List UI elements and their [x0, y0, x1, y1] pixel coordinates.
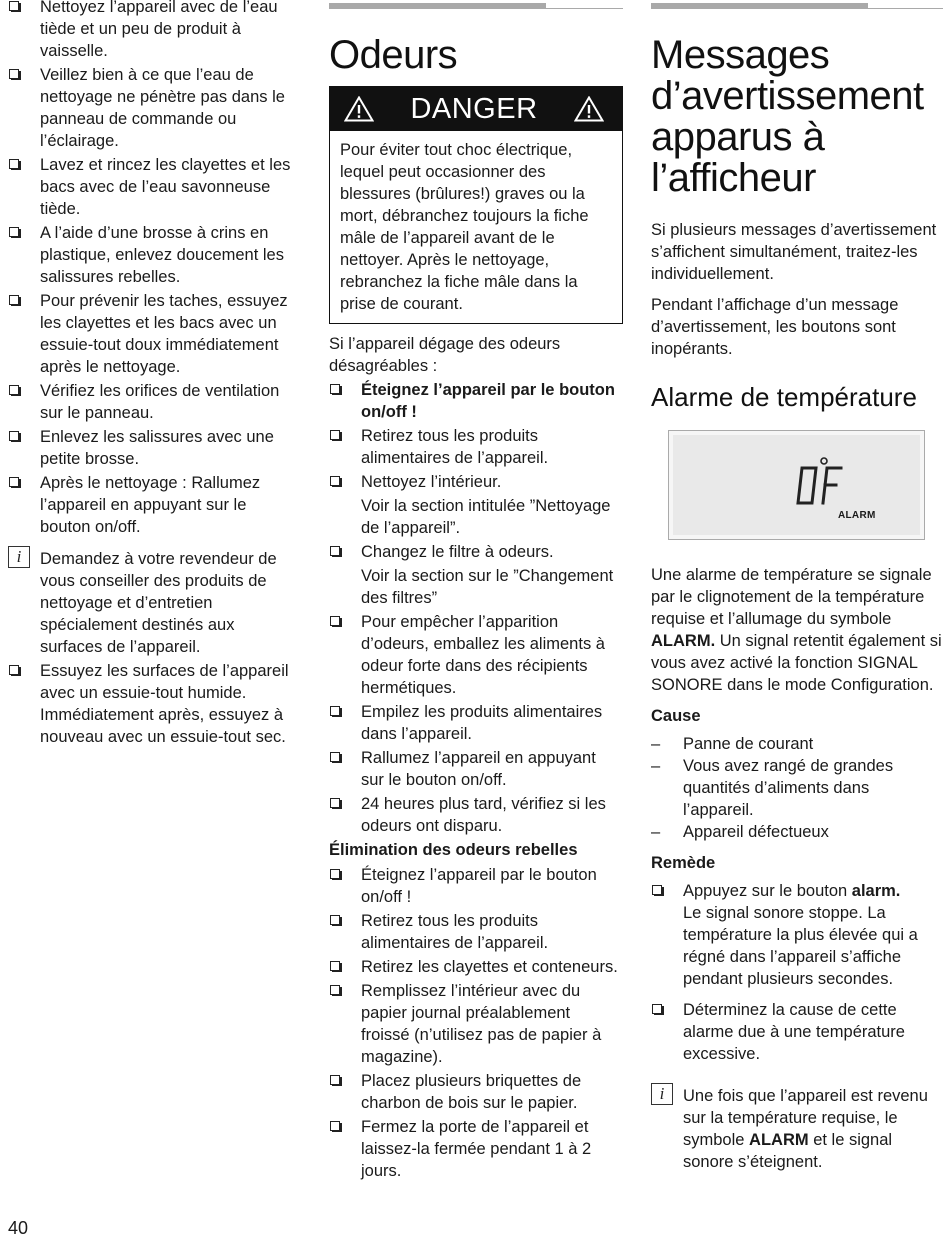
checkbox-bullet-icon — [9, 295, 19, 305]
checkbox-bullet-icon — [330, 985, 340, 995]
alarm-indicator: ALARM — [838, 510, 876, 521]
section-rule-line — [329, 8, 623, 9]
danger-box — [329, 86, 623, 324]
section-title: Odeurs — [329, 33, 458, 77]
info-icon: i — [651, 1083, 673, 1105]
checkbox-bullet-icon — [9, 385, 19, 395]
buttons-paragraph: Pendant l’affichage d’un message d’avertissement, les boutons sont inopérants. — [651, 296, 899, 358]
checkbox-bullet-icon — [330, 869, 340, 879]
odor-steps-list — [329, 379, 623, 837]
list-item: – Appareil défectueux — [651, 821, 943, 843]
intro-text: Si l’appareil dégage des odeurs désagréables : — [329, 335, 561, 375]
list-item: Essuyez les surfaces de l’appareil avec un essuie-tout humide. Immédiatement après, essuyez à nouveau avec un essuie-tout sec. — [8, 660, 300, 748]
warning-triangle-icon — [574, 96, 604, 122]
list-item: Retirez tous les produits alimentaires de l’appareil. — [329, 910, 623, 954]
degree-icon — [821, 458, 827, 464]
checkbox-bullet-icon — [330, 476, 340, 486]
list-item: – Panne de courant — [651, 733, 943, 755]
alarm-heading: Alarme de température — [651, 382, 917, 412]
section-rule-line — [651, 8, 943, 9]
info-note: i Demandez à votre revendeur de vous conseiller des produits de nettoyage et d’entretien spécialement destinés aux surfaces de l’appareil. — [8, 548, 300, 658]
list-item: Éteignez l’appareil par le bouton on/off ! — [329, 379, 623, 423]
list-item: Déterminez la cause de cette alarme due à une température excessive. — [651, 999, 943, 1065]
checkbox-bullet-icon — [330, 915, 340, 925]
cause-heading: Cause — [651, 707, 701, 725]
list-item: Remplissez l’intérieur avec du papier journal préalablement froissé (n’utilisez pas de papier à magazine). — [329, 980, 623, 1068]
checkbox-bullet-icon — [330, 1075, 340, 1085]
checkbox-bullet-icon — [9, 1, 19, 11]
checkbox-bullet-icon — [330, 1121, 340, 1131]
list-item: Nettoyez l’appareil avec de l’eau tiède et un peu de produit à vaisselle. — [8, 0, 300, 62]
checkbox-bullet-icon — [9, 665, 19, 675]
list-item: Appuyez sur le bouton alarm. Le signal sonore stoppe. La température la plus élevée qui a régné dans l’appareil s’affiche pendant plusieurs secondes. — [651, 880, 943, 990]
intro-paragraph: Si plusieurs messages d’avertissement s’affichent simultanément, traitez-les individuellement. — [651, 221, 937, 283]
list-item: Pour prévenir les taches, essuyez les clayettes et les bacs avec un essuie-tout doux immédiatement après le nettoyage. — [8, 290, 300, 378]
checkbox-bullet-icon — [330, 616, 340, 626]
lcd-segment-display — [669, 431, 923, 538]
checkbox-bullet-icon — [330, 752, 340, 762]
cleaning-list-continued — [8, 660, 300, 748]
cause-list — [651, 733, 943, 843]
list-item: 24 heures plus tard, vérifiez si les odeurs ont disparu. — [329, 793, 623, 837]
info-icon: i — [8, 546, 30, 568]
column-cleaning — [8, 0, 300, 748]
list-item: Pour empêcher l’apparition d’odeurs, emballez les aliments à odeur forte dans des récipients hermétiques. — [329, 611, 623, 699]
list-item: Empilez les produits alimentaires dans l’appareil. — [329, 701, 623, 745]
rebel-steps-list — [329, 864, 623, 1182]
list-item: Enlevez les salissures avec une petite brosse. — [8, 426, 300, 470]
checkbox-bullet-icon — [330, 384, 340, 394]
list-item: Changez le filtre à odeurs. Voir la section sur le ”Changement des filtres” — [329, 541, 623, 609]
list-item: Rallumez l’appareil en appuyant sur le bouton on/off. — [329, 747, 623, 791]
temperature-display — [668, 430, 925, 540]
danger-text: Pour éviter tout choc électrique, lequel peut occasionner des blessures (brûlures!) graves ou la mort, débranchez toujours la fiche mâle de l’appareil avant de le nettoyer. Après le nettoyage, rebranchez la fiche mâle dans la prise de courant. — [340, 141, 589, 313]
list-item: Après le nettoyage : Rallumez l’appareil en appuyant sur le bouton on/off. — [8, 472, 300, 538]
checkbox-bullet-icon — [9, 477, 19, 487]
checkbox-bullet-icon — [330, 430, 340, 440]
column-messages — [651, 0, 943, 412]
list-item: Retirez les clayettes et conteneurs. — [329, 956, 623, 978]
remedy-heading: Remède — [651, 854, 716, 872]
checkbox-bullet-icon — [330, 546, 340, 556]
checkbox-bullet-icon — [652, 885, 662, 895]
checkbox-bullet-icon — [9, 159, 19, 169]
remedy-list — [651, 880, 943, 1065]
checkbox-bullet-icon — [9, 69, 19, 79]
list-item: A l’aide d’une brosse à crins en plastique, enlevez doucement les salissures rebelles. — [8, 222, 300, 288]
checkbox-bullet-icon — [9, 227, 19, 237]
list-item: Lavez et rincez les clayettes et les bacs avec de l’eau savonneuse tiède. — [8, 154, 300, 220]
column-odeurs — [329, 0, 623, 1182]
warning-triangle-icon — [344, 96, 374, 122]
list-item: Nettoyez l’intérieur. Voir la section intitulée ”Nettoyage de l’appareil”. — [329, 471, 623, 539]
checkbox-bullet-icon — [330, 961, 340, 971]
info-note: i Une fois que l’appareil est revenu sur la température requise, le symbole ALARM et le signal sonore s’éteignent. — [651, 1085, 943, 1173]
rebel-heading: Élimination des odeurs rebelles — [329, 841, 578, 859]
checkbox-bullet-icon — [652, 1004, 662, 1014]
list-item: Retirez tous les produits alimentaires de l’appareil. — [329, 425, 623, 469]
list-item: Éteignez l’appareil par le bouton on/off ! — [329, 864, 623, 908]
list-item: – Vous avez rangé de grandes quantités d’aliments dans l’appareil. — [651, 755, 943, 821]
checkbox-bullet-icon — [330, 706, 340, 716]
alarm-paragraph: Une alarme de température se signale par le clignotement de la température requise et l’allumage du symbole ALARM. Un signal retentit également si vous avez activé la fonction SIGNAL SONORE dans le mode Configuration. — [651, 566, 942, 694]
cleaning-list — [8, 0, 300, 538]
checkbox-bullet-icon — [9, 431, 19, 441]
column-messages-lower — [651, 564, 943, 1173]
section-title: Messages d’avertissement apparus à l’afficheur — [651, 33, 924, 200]
list-item: Placez plusieurs briquettes de charbon de bois sur le papier. — [329, 1070, 623, 1114]
checkbox-bullet-icon — [330, 798, 340, 808]
list-item: Veillez bien à ce que l’eau de nettoyage ne pénètre pas dans le panneau de commande ou l’éclairage. — [8, 64, 300, 152]
list-item: Fermez la porte de l’appareil et laissez-la fermée pendant 1 à 2 jours. — [329, 1116, 623, 1182]
danger-header — [330, 87, 622, 131]
page-number: 40 — [8, 1218, 29, 1238]
danger-label: DANGER — [410, 92, 538, 125]
list-item: Vérifiez les orifices de ventilation sur le panneau. — [8, 380, 300, 424]
